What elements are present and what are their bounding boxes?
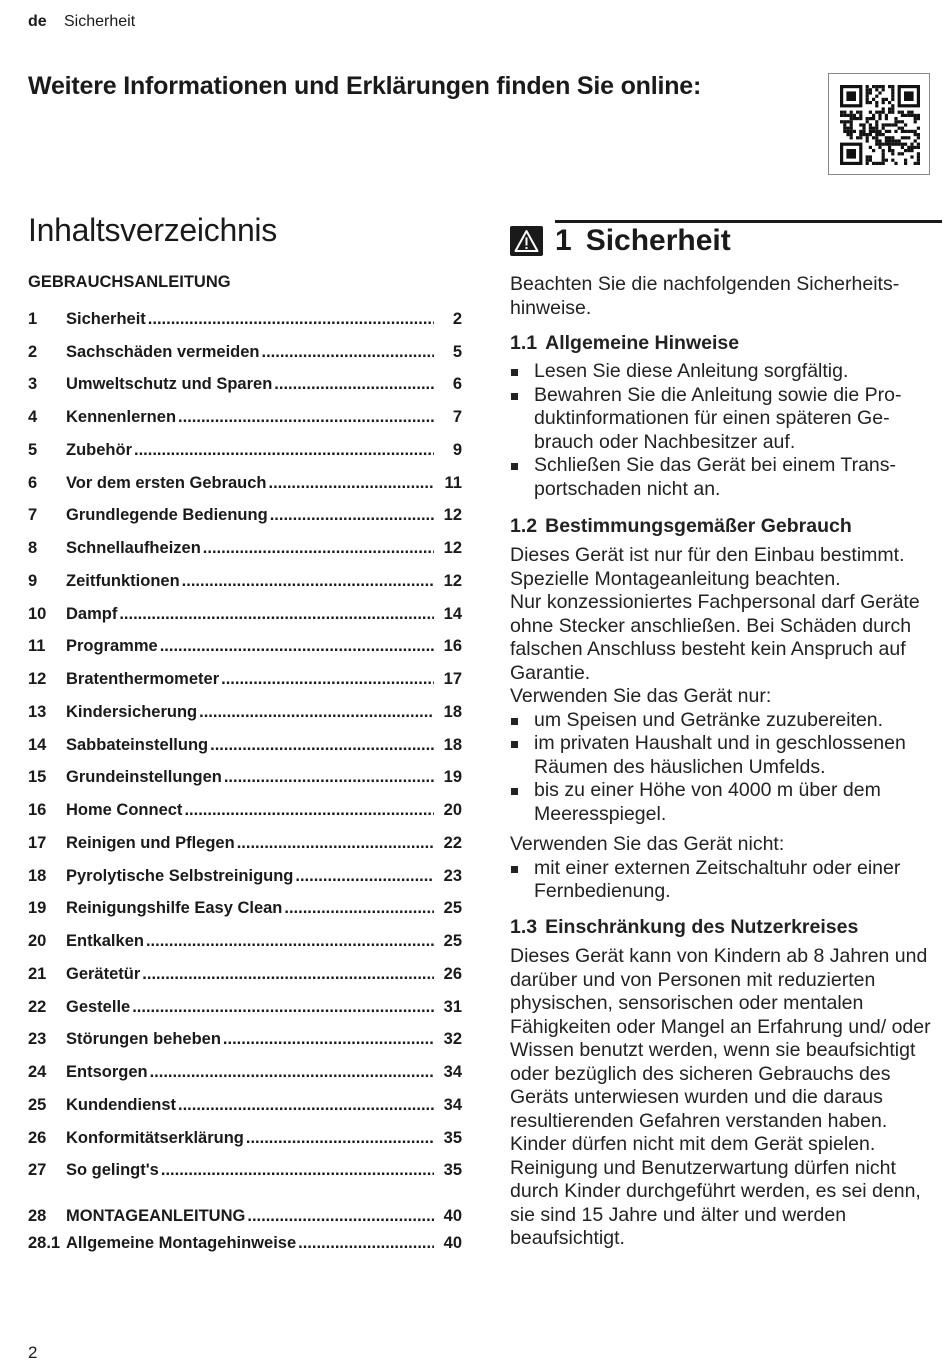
toc-entry[interactable] bbox=[28, 631, 462, 664]
subsection-1-2 bbox=[510, 514, 942, 904]
toc-entry[interactable] bbox=[28, 1230, 462, 1257]
toc-entry[interactable] bbox=[28, 696, 462, 729]
toc-entry-number: 5 bbox=[28, 440, 38, 459]
toc-leader-dots bbox=[182, 572, 434, 591]
toc-entry-number: 10 bbox=[28, 604, 47, 623]
subsection-heading bbox=[510, 331, 942, 355]
toc-entry-number: 13 bbox=[28, 702, 47, 721]
toc-entry[interactable] bbox=[28, 991, 462, 1024]
qr-code[interactable] bbox=[828, 73, 930, 175]
toc-leader-dots bbox=[223, 1030, 434, 1049]
toc-entry-label: Störungen beheben bbox=[66, 1030, 221, 1049]
toc-entry-label: Gerätetür bbox=[66, 964, 141, 983]
toc-entry-page: 23 bbox=[443, 866, 462, 885]
list-item: mit einer externen Zeitschaltuhr oder einer Fernbedienung. bbox=[510, 857, 942, 904]
page-number: 2 bbox=[28, 1343, 38, 1362]
toc-entry-page: 7 bbox=[452, 408, 462, 427]
list-item: Lesen Sie diese Anleitung sorgfältig. bbox=[510, 360, 942, 384]
paragraph: Dieses Gerät ist nur für den Einbau bestimmt. Spezielle Montageanleitung beachten. bbox=[510, 544, 905, 590]
subsection-1-3 bbox=[510, 915, 942, 1251]
paragraph: Dieses Gerät kann von Kindern ab 8 Jahren und darüber und von Personen mit reduzierten physischen, sensorischen oder mentalen Fähigkeiten oder Mangel an Erfahrung und/ oder Wissen benutzt werden, wenn sie beaufsichtigt oder bezüglich des sicheren Gebrauchs des Geräts unterwiesen wurden und die daraus resultierenden Gefahren verstanden haben. bbox=[510, 945, 931, 1132]
toc-entry-number: 20 bbox=[28, 932, 47, 951]
subsection-title: Bestimmungsgemäßer Gebrauch bbox=[545, 515, 852, 537]
toc-entry[interactable] bbox=[28, 369, 462, 402]
safety-intro-text: Beachten Sie die nachfolgenden Sicherheitshinweise. bbox=[510, 273, 900, 319]
toc-entry-number: 25 bbox=[28, 1095, 47, 1114]
toc-leader-dots bbox=[247, 1207, 434, 1226]
toc-entry[interactable] bbox=[28, 893, 462, 926]
toc-entry-label: Reinigen und Pflegen bbox=[66, 833, 235, 852]
toc-entry[interactable] bbox=[28, 663, 462, 696]
subsection-heading bbox=[510, 514, 942, 538]
toc-leader-dots bbox=[203, 539, 434, 558]
section-rule bbox=[555, 220, 942, 223]
toc-entry-number: 21 bbox=[28, 964, 47, 983]
toc-entry-label: So gelingt's bbox=[66, 1161, 159, 1180]
toc-entry-label: Kindersicherung bbox=[66, 702, 198, 721]
toc-entry-number: 6 bbox=[28, 473, 38, 492]
list-item: bis zu einer Höhe von 4000 m über dem Meeresspiegel. bbox=[510, 779, 942, 826]
toc-entry[interactable] bbox=[28, 598, 462, 631]
toc-entry-page: 35 bbox=[443, 1161, 462, 1180]
toc-entry[interactable] bbox=[28, 401, 462, 434]
paragraph: Kinder dürfen nicht mit dem Gerät spielen. bbox=[510, 1133, 876, 1155]
toc-entry-page: 14 bbox=[443, 604, 462, 623]
toc-entry-page: 31 bbox=[443, 997, 462, 1016]
toc-entry-label: Grundeinstellungen bbox=[66, 768, 222, 787]
toc-entry[interactable] bbox=[28, 1024, 462, 1057]
toc-entry[interactable] bbox=[28, 1155, 462, 1188]
paragraph: Nur konzessioniertes Fachpersonal darf Geräte ohne Stecker anschließen. Bei Schäden durch falschen Anschluss besteht kein Anspruch auf Garantie. bbox=[510, 591, 920, 684]
toc-entry[interactable] bbox=[28, 762, 462, 795]
toc-entry-label: Konformitätserklärung bbox=[66, 1128, 244, 1147]
toc-entry[interactable] bbox=[28, 1056, 462, 1089]
toc-leader-dots bbox=[150, 1063, 434, 1082]
toc-entry-label: Umweltschutz und Sparen bbox=[66, 375, 273, 394]
toc-entry-number: 4 bbox=[28, 408, 38, 427]
toc-entry-number: 27 bbox=[28, 1161, 47, 1180]
toc-entry-label: Pyrolytische Selbstreinigung bbox=[66, 866, 294, 885]
toc-entry-label: Grundlegende Bedienung bbox=[66, 506, 268, 525]
subsection-title: Einschränkung des Nutzerkreises bbox=[545, 916, 859, 938]
toc-entry-page: 26 bbox=[443, 964, 462, 983]
toc-entry-label: Sicherheit bbox=[66, 309, 146, 328]
toc-entry-label: Sachschäden vermeiden bbox=[66, 342, 260, 361]
toc-entry[interactable] bbox=[28, 565, 462, 598]
toc-leader-dots bbox=[298, 1234, 434, 1253]
use-list bbox=[510, 709, 942, 827]
toc-leader-dots bbox=[184, 801, 434, 820]
toc-entry[interactable] bbox=[28, 467, 462, 500]
paragraph: Verwenden Sie das Gerät nur: bbox=[510, 685, 772, 707]
toc-entry-label: Kundendienst bbox=[66, 1095, 176, 1114]
toc-entry-label: Home Connect bbox=[66, 801, 183, 820]
toc-entry[interactable] bbox=[28, 336, 462, 369]
toc-entry-page: 2 bbox=[452, 309, 462, 328]
toc-leader-dots bbox=[237, 834, 434, 853]
toc-entry-page: 34 bbox=[443, 1063, 462, 1082]
toc-entry[interactable] bbox=[28, 303, 462, 336]
toc-entry-page: 19 bbox=[443, 768, 462, 787]
subsection-1-1 bbox=[510, 331, 942, 501]
toc-leader-dots bbox=[132, 998, 434, 1017]
toc-entry[interactable] bbox=[28, 434, 462, 467]
toc-entry-label: Sabbateinstellung bbox=[66, 735, 209, 754]
list-item: um Speisen und Getränke zuzubereiten. bbox=[510, 709, 942, 733]
list-item: Bewahren Sie die Anleitung sowie die Produktinformationen für einen späteren Gebrauch oder Nachbesitzer auf. bbox=[510, 384, 942, 455]
toc-leader-dots bbox=[160, 637, 434, 656]
toc-entry-label: Reinigungshilfe Easy Clean bbox=[66, 899, 283, 918]
toc-entry[interactable] bbox=[28, 794, 462, 827]
list-item: Schließen Sie das Gerät bei einem Transportschaden nicht an. bbox=[510, 454, 942, 501]
toc-entry-page: 16 bbox=[443, 637, 462, 656]
toc-entry[interactable] bbox=[28, 925, 462, 958]
section-number: 1 bbox=[555, 224, 572, 257]
toc-entry-label: Dampf bbox=[66, 604, 118, 623]
toc-entry-number: 28 bbox=[28, 1207, 47, 1225]
toc-entry-label: MONTAGEANLEITUNG bbox=[66, 1207, 246, 1225]
toc-entry-number: 11 bbox=[28, 637, 46, 656]
general-notes-list bbox=[510, 360, 942, 501]
toc-entry-number: 16 bbox=[28, 801, 47, 820]
toc-entry-number: 1 bbox=[28, 309, 38, 328]
toc-entry[interactable] bbox=[28, 1203, 462, 1230]
toc-entry-page: 22 bbox=[443, 833, 462, 852]
toc-entry-number: 14 bbox=[28, 735, 47, 754]
no-use-list bbox=[510, 857, 942, 904]
toc-leader-dots bbox=[148, 310, 434, 329]
toc-entry-number: 7 bbox=[28, 506, 38, 525]
toc-entry-number: 22 bbox=[28, 997, 47, 1016]
toc-entry-page: 25 bbox=[443, 932, 462, 951]
toc-leader-dots bbox=[270, 506, 434, 525]
toc-entry-number: 9 bbox=[28, 571, 38, 590]
toc-entry-number: 28.1 bbox=[28, 1234, 61, 1252]
toc-entry-page: 20 bbox=[443, 801, 462, 820]
toc-leader-dots bbox=[295, 867, 434, 886]
toc-entry-number: 26 bbox=[28, 1128, 47, 1147]
toc-entry-number: 3 bbox=[28, 375, 38, 394]
toc-entry-page: 34 bbox=[443, 1095, 462, 1114]
toc-list bbox=[28, 303, 462, 1187]
toc-leader-dots bbox=[269, 474, 434, 493]
toc-entry-number: 2 bbox=[28, 342, 38, 361]
subsection-number: 1.1 bbox=[510, 332, 538, 354]
toc-entry[interactable] bbox=[28, 532, 462, 565]
toc-entry-label: Vor dem ersten Gebrauch bbox=[66, 473, 267, 492]
toc-section-label: GEBRAUCHSANLEITUNG bbox=[28, 273, 231, 291]
toc-entry-number: 8 bbox=[28, 539, 38, 558]
toc-entry-number: 19 bbox=[28, 899, 47, 918]
toc-entry-label: Programme bbox=[66, 637, 158, 656]
toc-entry-label: Zubehör bbox=[66, 440, 132, 459]
safety-intro bbox=[510, 273, 942, 320]
toc-leader-dots bbox=[178, 408, 434, 427]
toc-leader-dots bbox=[274, 375, 434, 394]
toc-entry[interactable] bbox=[28, 827, 462, 860]
toc-entry-page: 25 bbox=[443, 899, 462, 918]
toc-entry-page: 11 bbox=[444, 473, 462, 492]
list-item: im privaten Haushalt und in geschlossenen Räumen des häuslichen Umfelds. bbox=[510, 732, 942, 779]
toc-entry-label: Entsorgen bbox=[66, 1063, 148, 1082]
toc-entry-label: Zeitfunktionen bbox=[66, 571, 180, 590]
toc-leader-dots bbox=[119, 605, 434, 624]
toc-leader-dots bbox=[142, 965, 434, 984]
toc-entry-page: 40 bbox=[443, 1207, 462, 1225]
toc-entry-label: Bratenthermometer bbox=[66, 670, 220, 689]
toc-entry-page: 12 bbox=[443, 539, 462, 558]
toc-entry-page: 9 bbox=[452, 440, 462, 459]
subsection-title: Allgemeine Hinweise bbox=[545, 332, 740, 354]
toc-entry-page: 5 bbox=[452, 342, 462, 361]
paragraph: Reinigung und Benutzerwartung dürfen nicht durch Kinder durchgeführt werden, es sei denn, sie sind 15 Jahre und älter und werden beaufsichtigt. bbox=[510, 1156, 921, 1249]
toc-entry-number: 24 bbox=[28, 1063, 47, 1082]
toc-entry[interactable] bbox=[28, 860, 462, 893]
toc-leader-dots bbox=[210, 736, 434, 755]
toc-entry-number: 18 bbox=[28, 866, 47, 885]
toc-leader-dots bbox=[178, 1096, 434, 1115]
warning-triangle-icon bbox=[510, 226, 543, 256]
toc-entry-page: 12 bbox=[443, 571, 462, 590]
toc-leader-dots bbox=[262, 343, 434, 362]
toc-entry-label: Kennenlernen bbox=[66, 408, 177, 427]
section-title bbox=[555, 224, 731, 258]
toc-entry-number: 15 bbox=[28, 768, 47, 787]
toc-leader-dots bbox=[221, 670, 434, 689]
toc-leader-dots bbox=[134, 441, 434, 460]
toc-entry-page: 18 bbox=[443, 702, 462, 721]
subsection-number: 1.2 bbox=[510, 515, 538, 537]
toc-leader-dots bbox=[246, 1129, 434, 1148]
toc-entry-number: 12 bbox=[28, 670, 47, 689]
toc-entry[interactable] bbox=[28, 729, 462, 762]
section-title-text: Sicherheit bbox=[585, 224, 731, 257]
toc-entry-label: Schnellaufheizen bbox=[66, 539, 201, 558]
toc-entry-page: 18 bbox=[443, 735, 462, 754]
toc-assembly-list bbox=[28, 1203, 462, 1257]
subsection-heading bbox=[510, 915, 942, 939]
toc-entry-page: 40 bbox=[443, 1234, 462, 1252]
language-code: de bbox=[28, 13, 47, 30]
toc-leader-dots bbox=[161, 1161, 434, 1180]
running-header-section: Sicherheit bbox=[64, 13, 136, 30]
toc-entry-page: 17 bbox=[443, 670, 462, 689]
toc-entry-number: 17 bbox=[28, 833, 47, 852]
toc-entry[interactable] bbox=[28, 1089, 462, 1122]
toc-entry-page: 32 bbox=[443, 1030, 462, 1049]
subsection-number: 1.3 bbox=[510, 916, 538, 938]
qr-code-icon bbox=[840, 85, 920, 165]
toc-entry-page: 6 bbox=[452, 375, 462, 394]
toc-title: Inhaltsverzeichnis bbox=[28, 212, 277, 248]
toc-entry-page: 12 bbox=[443, 506, 462, 525]
toc-leader-dots bbox=[199, 703, 434, 722]
toc-entry-label: Allgemeine Montagehinweise bbox=[66, 1234, 297, 1252]
toc-entry-label: Entkalken bbox=[66, 932, 144, 951]
toc-entry-page: 35 bbox=[443, 1128, 462, 1147]
toc-leader-dots bbox=[224, 768, 434, 787]
online-info-heading: Weitere Informationen und Erklärungen finden Sie online: bbox=[28, 72, 702, 100]
toc-entry-label: Gestelle bbox=[66, 997, 131, 1016]
toc-entry[interactable] bbox=[28, 958, 462, 991]
toc-entry[interactable] bbox=[28, 500, 462, 533]
paragraph: Verwenden Sie das Gerät nicht: bbox=[510, 833, 785, 855]
toc-entry[interactable] bbox=[28, 1122, 462, 1155]
toc-leader-dots bbox=[284, 899, 434, 918]
toc-leader-dots bbox=[146, 932, 434, 951]
toc-entry-number: 23 bbox=[28, 1030, 47, 1049]
